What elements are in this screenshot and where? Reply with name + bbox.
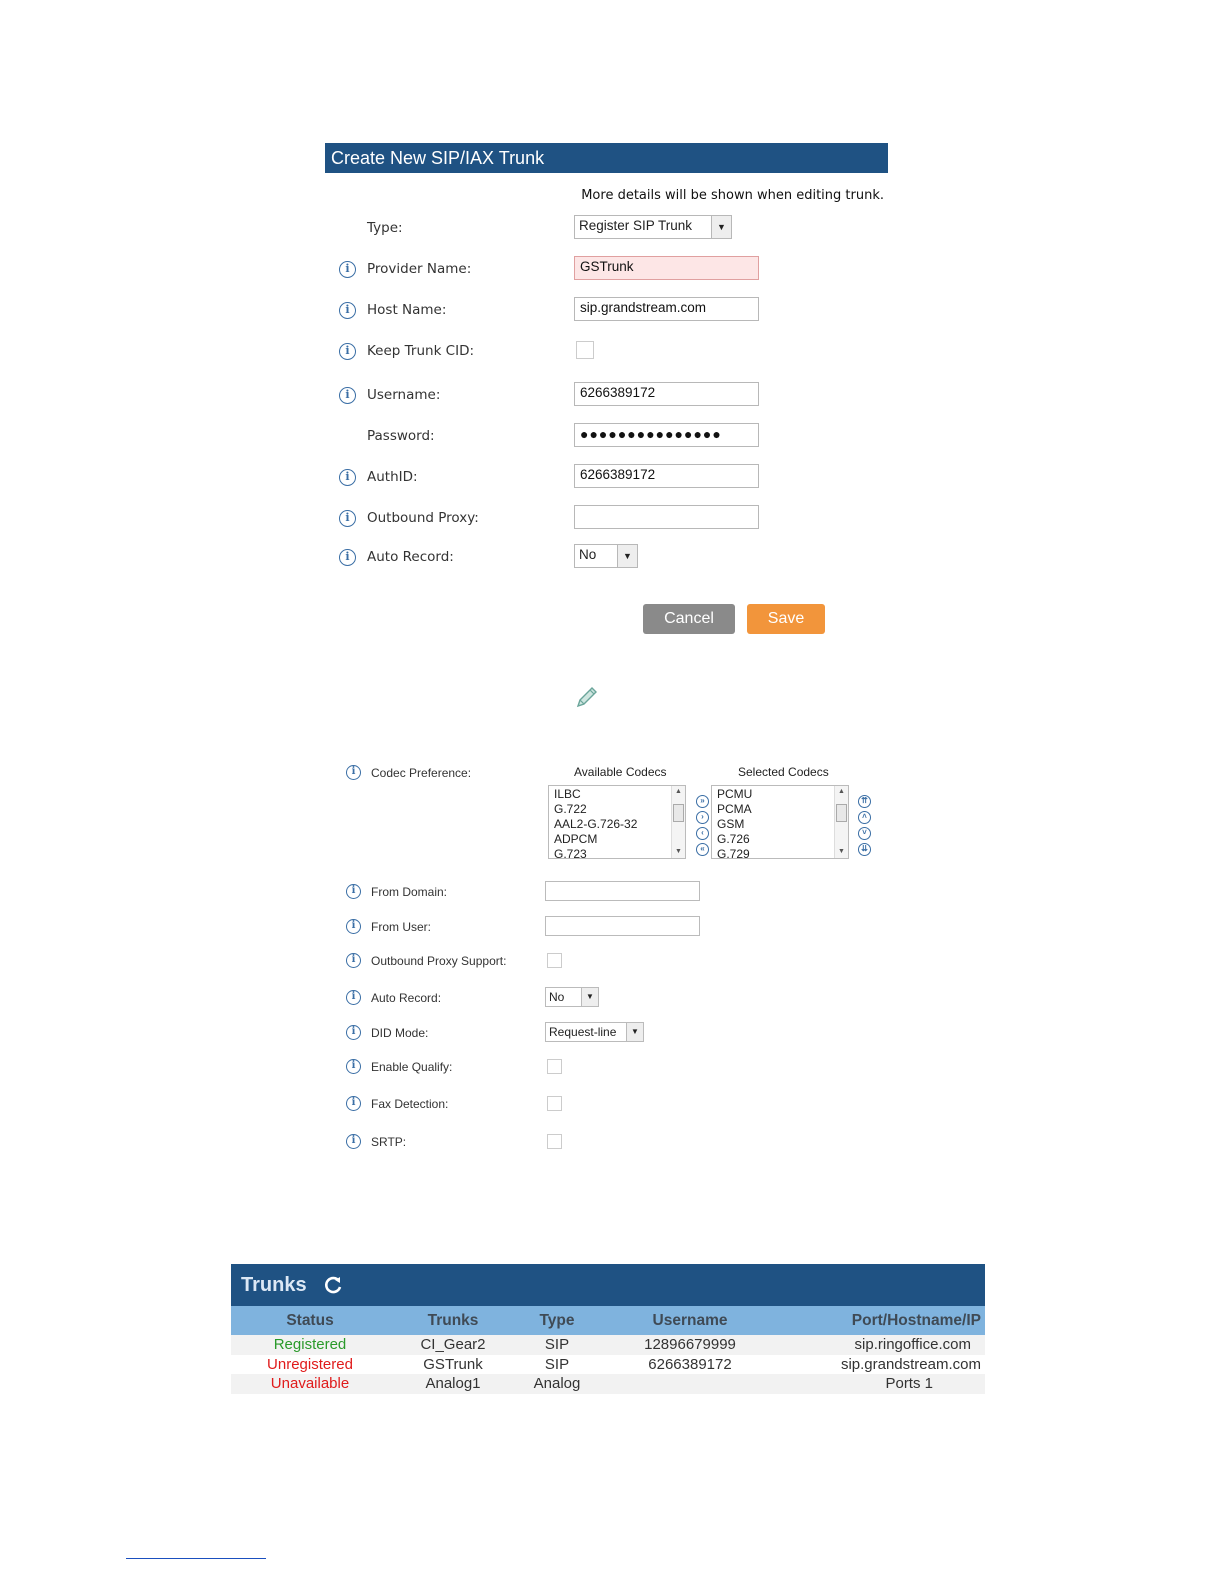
enable-qualify-checkbox[interactable] — [547, 1059, 562, 1074]
scroll-down-icon[interactable]: ▼ — [838, 848, 845, 855]
trunk-cell: GSTrunk — [423, 1355, 483, 1373]
move-right-icon[interactable]: › — [696, 811, 709, 824]
codec-item[interactable]: G.726 — [717, 832, 750, 846]
username-row — [325, 382, 888, 408]
srtp-label: SRTP: — [371, 1135, 407, 1149]
fax-detection-checkbox[interactable] — [547, 1096, 562, 1111]
username-cell — [597, 1374, 783, 1394]
outbound-proxy-row — [325, 505, 888, 531]
codec-item[interactable]: ILBC — [554, 787, 581, 801]
footnote-divider — [126, 1558, 266, 1559]
host-cell: sip.grandstream.com — [840, 1355, 981, 1373]
provider-name-row — [325, 256, 888, 282]
column-header-status[interactable]: Status — [231, 1306, 389, 1335]
trunks-table — [231, 1306, 985, 1394]
chevron-down-icon: ▼ — [617, 545, 637, 567]
host-cell: Ports 1 — [885, 1375, 933, 1393]
outbound-proxy-support-row — [338, 950, 898, 972]
chevron-down-icon: ▼ — [711, 216, 731, 238]
move-left-icon[interactable]: ‹ — [696, 827, 709, 840]
info-icon[interactable]: i — [346, 1096, 361, 1111]
codec-item[interactable]: GSM — [717, 817, 745, 831]
move-all-right-icon[interactable]: » — [696, 795, 709, 808]
keep-trunk-cid-row — [325, 338, 888, 364]
table-row[interactable] — [231, 1335, 985, 1355]
codec-item[interactable]: PCMU — [717, 787, 753, 801]
edit-trunk-panel — [338, 760, 898, 1160]
info-icon[interactable]: i — [346, 884, 361, 899]
scrollbar[interactable] — [834, 786, 848, 858]
refresh-icon[interactable] — [323, 1275, 343, 1295]
authid-label: AuthID: — [367, 469, 418, 485]
info-icon[interactable]: i — [346, 1134, 361, 1149]
provider-name-input[interactable]: GSTrunk — [574, 256, 759, 280]
column-header-trunks[interactable]: Trunks — [389, 1306, 517, 1335]
type-cell: SIP — [544, 1355, 570, 1373]
auto-record-label: Auto Record: — [367, 549, 454, 565]
scroll-up-icon[interactable]: ▲ — [675, 788, 682, 795]
host-cell: sip.ringoffice.com — [854, 1336, 971, 1354]
did-mode-row — [338, 1022, 898, 1044]
status-cell: Registered — [273, 1336, 347, 1354]
fax-detection-row — [338, 1093, 898, 1115]
from-user-label: From User: — [371, 920, 431, 934]
info-icon[interactable]: i — [346, 765, 361, 780]
username-input[interactable]: 6266389172 — [574, 382, 759, 406]
did-mode-value: Request-line — [549, 1025, 617, 1039]
auto-record-row — [338, 987, 898, 1009]
selected-codecs-list[interactable] — [711, 785, 849, 859]
password-row — [325, 423, 888, 449]
table-row[interactable] — [231, 1374, 985, 1394]
trunk-cell: CI_Gear2 — [420, 1336, 486, 1354]
auto-record-label: Auto Record: — [371, 991, 442, 1005]
chevron-down-icon: ▼ — [581, 988, 598, 1006]
scroll-thumb[interactable] — [836, 804, 847, 822]
codec-item[interactable]: G.723 — [554, 847, 587, 859]
info-icon[interactable]: i — [346, 953, 361, 968]
create-trunk-dialog — [325, 143, 888, 643]
srtp-checkbox[interactable] — [547, 1134, 562, 1149]
outbound-proxy-support-label: Outbound Proxy Support: — [371, 954, 507, 968]
from-user-row — [338, 916, 898, 938]
did-mode-select[interactable] — [545, 1022, 644, 1042]
srtp-row — [338, 1131, 898, 1153]
enable-qualify-row — [338, 1056, 898, 1078]
from-domain-row — [338, 881, 898, 903]
trunks-header — [231, 1264, 985, 1306]
info-icon[interactable]: i — [339, 302, 356, 319]
from-user-input[interactable] — [545, 916, 700, 936]
move-up-icon[interactable]: ˄ — [858, 811, 871, 824]
trunk-cell: Analog1 — [425, 1375, 481, 1393]
info-icon[interactable]: i — [339, 343, 356, 360]
move-top-icon[interactable]: ⇈ — [858, 795, 871, 808]
auto-record-select[interactable] — [574, 544, 638, 568]
column-header-type[interactable]: Type — [517, 1306, 597, 1335]
scroll-up-icon[interactable]: ▲ — [838, 788, 845, 795]
info-icon[interactable]: i — [339, 510, 356, 527]
column-header-username[interactable]: Username — [597, 1306, 783, 1335]
scrollbar[interactable] — [671, 786, 685, 858]
status-cell: Unregistered — [267, 1355, 353, 1373]
keep-trunk-cid-label: Keep Trunk CID: — [367, 343, 475, 359]
info-icon[interactable]: i — [346, 990, 361, 1005]
info-icon[interactable]: i — [339, 549, 356, 566]
table-row[interactable] — [231, 1355, 985, 1375]
codec-item[interactable]: PCMA — [717, 802, 752, 816]
scroll-down-icon[interactable]: ▼ — [675, 848, 682, 855]
trunks-title: Trunks — [241, 1273, 307, 1296]
fax-detection-label: Fax Detection: — [371, 1097, 449, 1111]
info-icon[interactable]: i — [346, 1025, 361, 1040]
codec-item[interactable]: ADPCM — [554, 832, 598, 846]
type-row — [325, 215, 888, 241]
trunks-panel — [231, 1264, 985, 1396]
from-domain-label: From Domain: — [371, 885, 448, 899]
scroll-thumb[interactable] — [673, 804, 684, 822]
move-bottom-icon[interactable]: ⇊ — [858, 843, 871, 856]
column-header-port-hostname-ip[interactable]: Port/Hostname/IP — [783, 1306, 985, 1335]
details-note: More details will be shown when editing trunk. — [581, 188, 884, 203]
outbound-proxy-input[interactable] — [574, 505, 759, 529]
dialog-title: Create New SIP/IAX Trunk — [325, 143, 888, 173]
enable-qualify-label: Enable Qualify: — [371, 1060, 453, 1074]
authid-input[interactable]: 6266389172 — [574, 464, 759, 488]
type-value: Register SIP Trunk — [579, 218, 693, 233]
type-label: Type: — [367, 220, 403, 236]
chevron-down-icon: ▼ — [626, 1023, 643, 1041]
outbound-proxy-label: Outbound Proxy: — [367, 510, 479, 526]
did-mode-label: DID Mode: — [371, 1026, 429, 1040]
move-down-icon[interactable]: ˅ — [858, 827, 871, 840]
auto-record-value: No — [579, 547, 597, 562]
table-header-row — [231, 1306, 985, 1335]
codec-preference-label: Codec Preference: — [371, 766, 472, 780]
cancel-button[interactable]: Cancel — [643, 604, 735, 634]
password-input[interactable]: ●●●●●●●●●●●●●●● — [574, 423, 759, 447]
auto-record-value: No — [549, 990, 565, 1004]
info-icon[interactable]: i — [346, 1059, 361, 1074]
available-codecs-list[interactable] — [548, 785, 686, 859]
codec-item[interactable]: AAL2-G.726-32 — [554, 817, 638, 831]
type-cell: SIP — [544, 1336, 570, 1354]
codec-item[interactable]: G.729 — [717, 847, 750, 859]
host-name-label: Host Name: — [367, 302, 447, 318]
username-label: Username: — [367, 387, 441, 403]
info-icon[interactable]: i — [346, 919, 361, 934]
outbound-proxy-support-checkbox[interactable] — [547, 953, 562, 968]
selected-codecs-title: Selected Codecs — [738, 765, 829, 779]
move-all-left-icon[interactable]: « — [696, 843, 709, 856]
authid-row — [325, 464, 888, 490]
available-codecs-title: Available Codecs — [574, 765, 667, 779]
pencil-icon[interactable] — [574, 684, 600, 710]
host-name-row — [325, 297, 888, 323]
host-name-input[interactable]: sip.grandstream.com — [574, 297, 759, 321]
auto-record-row — [325, 544, 888, 570]
status-cell: Unavailable — [270, 1375, 350, 1393]
keep-trunk-cid-checkbox[interactable] — [576, 341, 594, 359]
info-icon[interactable]: i — [339, 387, 356, 404]
password-label: Password: — [367, 428, 435, 444]
username-cell: 12896679999 — [644, 1336, 736, 1354]
info-icon[interactable]: i — [339, 261, 356, 278]
info-icon[interactable]: i — [339, 469, 356, 486]
type-cell: Analog — [533, 1375, 581, 1393]
type-select[interactable] — [574, 215, 732, 239]
codec-item[interactable]: G.722 — [554, 802, 587, 816]
save-button[interactable]: Save — [747, 604, 825, 634]
username-cell: 6266389172 — [648, 1355, 732, 1373]
auto-record-select[interactable] — [545, 987, 599, 1007]
from-domain-input[interactable] — [545, 881, 700, 901]
provider-name-label: Provider Name: — [367, 261, 472, 277]
